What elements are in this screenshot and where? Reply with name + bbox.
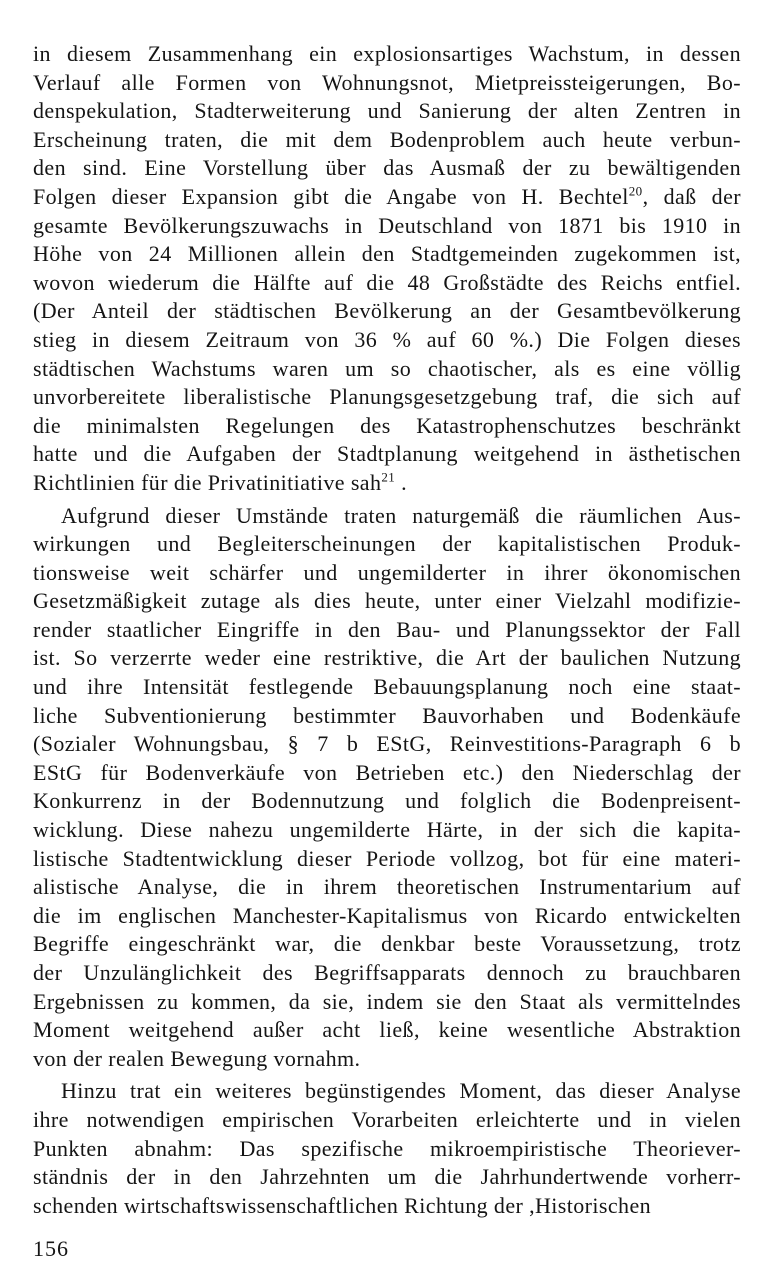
- paragraph: [33, 1077, 741, 1220]
- text-line: EStG für Bodenverkäufe von Betrieben etc.) den Niederschlag der: [33, 759, 741, 785]
- text-line: wicklung. Diese nahezu ungemilderte Härte, in der sich die kapita-: [33, 817, 741, 843]
- text-line: Hinzu trat ein weiteres begünstigendes Moment, das dieser Analyse: [61, 1078, 741, 1104]
- text-line: ist. So verzerrte weder eine restriktive, die Art der baulichen Nutzung: [33, 645, 741, 671]
- text-line: unvorbereitete liberalistische Planungsgesetzgebung traf, die sich auf: [33, 384, 741, 410]
- text-line: (Der Anteil der städtischen Bevölkerung an der Gesamtbevölkerung: [33, 298, 741, 324]
- text-line: Richtlinien für die Privatinitiative sah$^{21}$ .: [33, 469, 407, 495]
- text-line: die minimalsten Regelungen des Katastrophenschutzes beschränkt: [33, 412, 741, 438]
- text-line: Erscheinung traten, die mit dem Bodenproblem auch heute verbun-: [33, 126, 741, 152]
- text-line: (Sozialer Wohnungsbau, § 7 b EStG, Reinvestitions-Paragraph 6 b: [33, 731, 741, 757]
- text-line: Konkurrenz in der Bodennutzung und folglich die Bodenpreisent-: [33, 788, 741, 814]
- text-line: wovon wiederum die Hälfte auf die 48 Großstädte des Reichs entfiel.: [33, 269, 741, 295]
- text-line: ständnis der in den Jahrzehnten um die Jahrhundertwende vorherr-: [33, 1164, 741, 1190]
- text-line: in diesem Zusammenhang ein explosionsartiges Wachstum, in dessen: [33, 41, 741, 66]
- text-line: stieg in diesem Zeitraum von 36 % auf 60 %.) Die Folgen dieses: [33, 326, 741, 352]
- text-line: schenden wirtschaftswissenschaftlichen Richtung der ,Historischen: [33, 1192, 652, 1218]
- text-line: tionsweise weit schärfer und ungemilderter in ihrer ökonomischen: [33, 559, 741, 585]
- text-line: Gesetzmäßigkeit zutage als dies heute, unter einer Vielzahl modifizie-: [33, 588, 741, 614]
- text-line: Verlauf alle Formen von Wohnungsnot, Mietpreissteigerungen, Bo-: [33, 69, 741, 95]
- text-line: Begriffe eingeschränkt war, die denkbar beste Voraussetzung, trotz: [33, 931, 741, 957]
- text-line: hatte und die Aufgaben der Stadtplanung weitgehend in ästhetischen: [33, 441, 741, 467]
- text-line: Höhe von 24 Millionen allein den Stadtgemeinden zugekommen ist,: [33, 241, 741, 267]
- text-line: und ihre Intensität festlegende Bebauungsplanung noch eine staat-: [33, 674, 741, 700]
- text-line: liche Subventionierung bestimmter Bauvorhaben und Bodenkäufe: [33, 702, 741, 728]
- text-line: render staatlicher Eingriffe in den Bau- und Planungssektor der Fall: [33, 616, 741, 642]
- text-line: Punkten abnahm: Das spezifische mikroempiristische Theoriever-: [33, 1135, 741, 1161]
- text-line: Folgen dieser Expansion gibt die Angabe von H. Bechtel$^{20}$, daß der: [33, 183, 741, 209]
- text-line: Aufgrund dieser Umstände traten naturgemäß die räumlichen Aus-: [61, 502, 741, 528]
- footnote-marker: 20: [628, 183, 643, 199]
- text-line: der Unzulänglichkeit des Begriffsapparats dennoch zu brauchbaren: [33, 960, 741, 985]
- paragraph: [33, 40, 741, 498]
- text-line: ihre notwendigen empirischen Vorarbeiten erleichterte und in vielen: [33, 1106, 741, 1132]
- footnote-marker: 21: [381, 469, 396, 485]
- text-line: von der realen Bewegung vornahm.: [33, 1045, 361, 1071]
- body-text: [33, 40, 741, 1220]
- text-line: gesamte Bevölkerungszuwachs in Deutschland von 1871 bis 1910 in: [33, 212, 741, 238]
- text-line: städtischen Wachstums waren um so chaotischer, als es eine völlig: [33, 355, 741, 381]
- text-line: den sind. Eine Vorstellung über das Ausmaß der zu bewältigenden: [33, 155, 741, 181]
- paragraph: [33, 502, 741, 1074]
- text-line: die im englischen Manchester-Kapitalismus von Ricardo entwickelten: [33, 902, 741, 928]
- text-line: Moment weitgehend außer acht ließ, keine wesentliche Abstraktion: [33, 1017, 741, 1043]
- text-line: alistische Analyse, die in ihrem theoretischen Instrumentarium auf: [33, 874, 741, 900]
- text-line: denspekulation, Stadterweiterung und Sanierung der alten Zentren in: [33, 98, 741, 124]
- page-number: 156: [33, 1236, 69, 1261]
- text-line: Ergebnissen zu kommen, da sie, indem sie den Staat als vermittelndes: [33, 988, 741, 1014]
- text-line: wirkungen und Begleiterscheinungen der kapitalistischen Produk-: [33, 531, 741, 557]
- text-line: listische Stadtentwicklung dieser Periode vollzog, bot für eine materi-: [33, 845, 741, 871]
